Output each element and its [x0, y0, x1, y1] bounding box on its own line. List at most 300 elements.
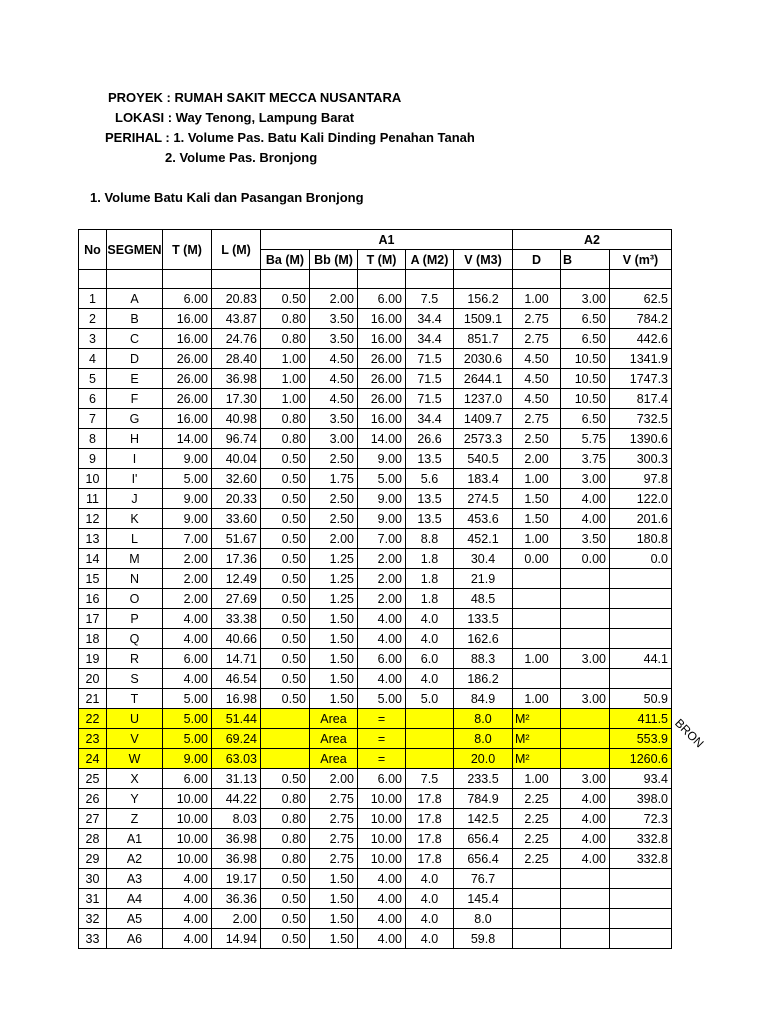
- cell-d: 2.25: [513, 829, 561, 849]
- cell-b: 3.00: [561, 769, 610, 789]
- cell-no: 24: [79, 749, 107, 769]
- cell-t: 2.00: [163, 569, 212, 589]
- cell-segmen: Q: [107, 629, 163, 649]
- cell-v2: 201.6: [610, 509, 672, 529]
- cell-a: 17.8: [406, 809, 454, 829]
- cell-d: [513, 569, 561, 589]
- cell-bb: 2.75: [310, 789, 358, 809]
- cell-v2: [610, 569, 672, 589]
- cell-a: 4.0: [406, 669, 454, 689]
- cell-l: 17.36: [212, 549, 261, 569]
- cell-a: 4.0: [406, 629, 454, 649]
- cell-v: 784.9: [454, 789, 513, 809]
- cell-l: 14.71: [212, 649, 261, 669]
- cell-b: 4.00: [561, 809, 610, 829]
- col-header-l: L (M): [212, 230, 261, 270]
- cell-v2: 1260.6: [610, 749, 672, 769]
- cell-segmen: A5: [107, 909, 163, 929]
- cell-l: 17.30: [212, 389, 261, 409]
- cell-v2: 72.3: [610, 809, 672, 829]
- cell-segmen: L: [107, 529, 163, 549]
- cell-d: 2.50: [513, 429, 561, 449]
- cell-b: 10.50: [561, 389, 610, 409]
- cell-ba: 0.50: [261, 549, 310, 569]
- cell-ba: 0.50: [261, 929, 310, 949]
- col-header-a: A (M2): [406, 250, 454, 270]
- cell-segmen: H: [107, 429, 163, 449]
- cell-d: 1.00: [513, 529, 561, 549]
- cell-t: 6.00: [163, 769, 212, 789]
- cell-t2: 9.00: [358, 509, 406, 529]
- cell-t2: 14.00: [358, 429, 406, 449]
- cell-v: 88.3: [454, 649, 513, 669]
- cell-segmen: B: [107, 309, 163, 329]
- cell-bb: 2.50: [310, 449, 358, 469]
- cell-t2: 2.00: [358, 549, 406, 569]
- group-header-a1: A1: [261, 230, 513, 250]
- cell-ba: 0.80: [261, 409, 310, 429]
- cell-ba: 0.50: [261, 629, 310, 649]
- cell-segmen: V: [107, 729, 163, 749]
- cell-no: 7: [79, 409, 107, 429]
- cell-t: 10.00: [163, 809, 212, 829]
- cell-d: 1.00: [513, 469, 561, 489]
- cell-a: 8.8: [406, 529, 454, 549]
- cell-v: 2573.3: [454, 429, 513, 449]
- table-row: [79, 909, 672, 929]
- cell-a: 34.4: [406, 329, 454, 349]
- cell-b: 3.00: [561, 649, 610, 669]
- cell-segmen: Z: [107, 809, 163, 829]
- cell-ba: 0.80: [261, 849, 310, 869]
- cell-l: 14.94: [212, 929, 261, 949]
- cell-no: 16: [79, 589, 107, 609]
- cell-t2: 4.00: [358, 929, 406, 949]
- cell-v2: [610, 869, 672, 889]
- cell-t2: 6.00: [358, 769, 406, 789]
- cell-a: 6.0: [406, 649, 454, 669]
- cell-b: 4.00: [561, 489, 610, 509]
- cell-segmen: S: [107, 669, 163, 689]
- table-row: [79, 409, 672, 429]
- cell-a: 26.6: [406, 429, 454, 449]
- cell-t: 26.00: [163, 349, 212, 369]
- cell-v2: [610, 929, 672, 949]
- cell-bb: Area: [310, 709, 358, 729]
- cell-t2: 7.00: [358, 529, 406, 549]
- table-row: [79, 749, 672, 769]
- cell-t2: 4.00: [358, 889, 406, 909]
- cell-bb: 2.75: [310, 809, 358, 829]
- cell-t: 2.00: [163, 589, 212, 609]
- cell-v2: [610, 889, 672, 909]
- cell-v2: [610, 669, 672, 689]
- cell-d: [513, 909, 561, 929]
- cell-ba: 0.50: [261, 649, 310, 669]
- cell-d: [513, 669, 561, 689]
- col-header-segmen: SEGMEN: [107, 230, 163, 270]
- cell-v2: 1747.3: [610, 369, 672, 389]
- cell-bb: 1.50: [310, 909, 358, 929]
- cell-ba: 0.80: [261, 429, 310, 449]
- cell-t2: 10.00: [358, 809, 406, 829]
- cell-b: 4.00: [561, 849, 610, 869]
- cell-b: 3.75: [561, 449, 610, 469]
- cell-bb: 3.50: [310, 309, 358, 329]
- cell-v: 851.7: [454, 329, 513, 349]
- cell-l: 33.60: [212, 509, 261, 529]
- cell-d: [513, 929, 561, 949]
- cell-no: 13: [79, 529, 107, 549]
- cell-b: 4.00: [561, 789, 610, 809]
- cell-v2: 553.9: [610, 729, 672, 749]
- cell-bb: 4.50: [310, 349, 358, 369]
- cell-b: 6.50: [561, 409, 610, 429]
- cell-no: 19: [79, 649, 107, 669]
- cell-no: 8: [79, 429, 107, 449]
- cell-v: 656.4: [454, 849, 513, 869]
- cell-bb: 1.50: [310, 669, 358, 689]
- table-row: [79, 349, 672, 369]
- cell-v2: 300.3: [610, 449, 672, 469]
- table-row: [79, 629, 672, 649]
- cell-v2: 97.8: [610, 469, 672, 489]
- cell-v: 186.2: [454, 669, 513, 689]
- table-row: [79, 789, 672, 809]
- cell-v: 1237.0: [454, 389, 513, 409]
- cell-b: 6.50: [561, 309, 610, 329]
- cell-v: 20.0: [454, 749, 513, 769]
- section-title: 1. Volume Batu Kali dan Pasangan Bronjong: [90, 190, 364, 205]
- cell-v2: 784.2: [610, 309, 672, 329]
- table-row: [79, 569, 672, 589]
- cell-v: 8.0: [454, 709, 513, 729]
- cell-t: 16.00: [163, 409, 212, 429]
- cell-no: 9: [79, 449, 107, 469]
- cell-t2: 2.00: [358, 589, 406, 609]
- cell-segmen: A1: [107, 829, 163, 849]
- cell-no: 25: [79, 769, 107, 789]
- cell-t2: 4.00: [358, 909, 406, 929]
- cell-v: 48.5: [454, 589, 513, 609]
- cell-d: M²: [513, 729, 561, 749]
- cell-ba: 1.00: [261, 349, 310, 369]
- cell-t: 26.00: [163, 369, 212, 389]
- cell-a: 4.0: [406, 609, 454, 629]
- cell-t2: 4.00: [358, 629, 406, 649]
- cell-l: 51.67: [212, 529, 261, 549]
- cell-a: 34.4: [406, 409, 454, 429]
- cell-bb: 2.00: [310, 769, 358, 789]
- cell-b: [561, 929, 610, 949]
- subject-line-2: 2. Volume Pas. Bronjong: [165, 150, 318, 165]
- cell-segmen: A4: [107, 889, 163, 909]
- cell-v2: 122.0: [610, 489, 672, 509]
- cell-ba: 0.50: [261, 569, 310, 589]
- cell-v: 2644.1: [454, 369, 513, 389]
- cell-no: 20: [79, 669, 107, 689]
- cell-d: 1.00: [513, 689, 561, 709]
- cell-ba: 0.80: [261, 809, 310, 829]
- cell-no: 32: [79, 909, 107, 929]
- cell-l: 24.76: [212, 329, 261, 349]
- cell-v: 540.5: [454, 449, 513, 469]
- cell-segmen: A: [107, 289, 163, 309]
- cell-bb: 1.25: [310, 589, 358, 609]
- cell-ba: 0.50: [261, 909, 310, 929]
- cell-d: 1.00: [513, 769, 561, 789]
- cell-t: 4.00: [163, 669, 212, 689]
- cell-l: 16.98: [212, 689, 261, 709]
- cell-t: 7.00: [163, 529, 212, 549]
- cell-v2: 44.1: [610, 649, 672, 669]
- cell-l: 69.24: [212, 729, 261, 749]
- cell-v2: [610, 609, 672, 629]
- cell-bb: 3.00: [310, 429, 358, 449]
- cell-a: 34.4: [406, 309, 454, 329]
- table-row: [79, 489, 672, 509]
- cell-no: 12: [79, 509, 107, 529]
- cell-l: 20.83: [212, 289, 261, 309]
- cell-t: 10.00: [163, 829, 212, 849]
- col-header-v: V (M3): [454, 250, 513, 270]
- cell-t: 4.00: [163, 909, 212, 929]
- cell-l: 36.98: [212, 369, 261, 389]
- cell-bb: 2.75: [310, 849, 358, 869]
- cell-l: 28.40: [212, 349, 261, 369]
- location-line: LOKASI : Way Tenong, Lampung Barat: [115, 110, 355, 125]
- table-row: [79, 429, 672, 449]
- group-header-a2: A2: [513, 230, 672, 250]
- cell-v: 142.5: [454, 809, 513, 829]
- cell-b: [561, 589, 610, 609]
- cell-t2: 16.00: [358, 409, 406, 429]
- cell-no: 27: [79, 809, 107, 829]
- cell-b: [561, 569, 610, 589]
- cell-no: 17: [79, 609, 107, 629]
- cell-t2: 4.00: [358, 869, 406, 889]
- cell-v2: 732.5: [610, 409, 672, 429]
- cell-ba: 0.50: [261, 889, 310, 909]
- cell-bb: 1.50: [310, 689, 358, 709]
- cell-d: 2.25: [513, 789, 561, 809]
- cell-no: 11: [79, 489, 107, 509]
- cell-a: 4.0: [406, 869, 454, 889]
- cell-no: 2: [79, 309, 107, 329]
- cell-b: [561, 709, 610, 729]
- cell-ba: 1.00: [261, 389, 310, 409]
- cell-segmen: N: [107, 569, 163, 589]
- cell-no: 4: [79, 349, 107, 369]
- cell-l: 44.22: [212, 789, 261, 809]
- cell-d: 1.50: [513, 509, 561, 529]
- cell-ba: 0.80: [261, 329, 310, 349]
- cell-bb: 1.50: [310, 609, 358, 629]
- cell-v: 59.8: [454, 929, 513, 949]
- col-header-v2: V (m³): [610, 250, 672, 270]
- cell-v: 183.4: [454, 469, 513, 489]
- cell-b: 6.50: [561, 329, 610, 349]
- cell-l: 12.49: [212, 569, 261, 589]
- cell-v2: [610, 589, 672, 609]
- cell-v2: 1390.6: [610, 429, 672, 449]
- cell-a: 1.8: [406, 589, 454, 609]
- cell-segmen: R: [107, 649, 163, 669]
- cell-ba: 0.50: [261, 509, 310, 529]
- cell-bb: 2.00: [310, 289, 358, 309]
- cell-b: [561, 669, 610, 689]
- table-row: [79, 929, 672, 949]
- cell-segmen: X: [107, 769, 163, 789]
- cell-ba: [261, 749, 310, 769]
- cell-t2: =: [358, 729, 406, 749]
- cell-b: [561, 629, 610, 649]
- cell-t2: 6.00: [358, 649, 406, 669]
- table-row: [79, 389, 672, 409]
- cell-t: 4.00: [163, 869, 212, 889]
- col-header-d: D: [513, 250, 561, 270]
- cell-no: 14: [79, 549, 107, 569]
- cell-ba: 0.50: [261, 489, 310, 509]
- cell-v2: 62.5: [610, 289, 672, 309]
- cell-ba: 0.50: [261, 449, 310, 469]
- cell-segmen: Y: [107, 789, 163, 809]
- cell-d: M²: [513, 709, 561, 729]
- cell-l: 19.17: [212, 869, 261, 889]
- cell-v: 156.2: [454, 289, 513, 309]
- cell-t2: =: [358, 749, 406, 769]
- cell-v2: 93.4: [610, 769, 672, 789]
- cell-ba: 0.50: [261, 589, 310, 609]
- cell-t: 14.00: [163, 429, 212, 449]
- cell-v2: [610, 909, 672, 929]
- cell-segmen: E: [107, 369, 163, 389]
- cell-no: 29: [79, 849, 107, 869]
- cell-d: 2.75: [513, 309, 561, 329]
- table-row: [79, 609, 672, 629]
- cell-v2: 398.0: [610, 789, 672, 809]
- cell-d: M²: [513, 749, 561, 769]
- cell-t2: 10.00: [358, 829, 406, 849]
- cell-no: 28: [79, 829, 107, 849]
- cell-ba: 1.00: [261, 369, 310, 389]
- table-row: [79, 329, 672, 349]
- cell-t2: 10.00: [358, 849, 406, 869]
- cell-bb: 1.50: [310, 929, 358, 949]
- cell-segmen: U: [107, 709, 163, 729]
- cell-v: 1409.7: [454, 409, 513, 429]
- cell-segmen: M: [107, 549, 163, 569]
- col-header-t2: T (M): [358, 250, 406, 270]
- cell-a: 17.8: [406, 789, 454, 809]
- cell-b: 3.00: [561, 289, 610, 309]
- cell-segmen: G: [107, 409, 163, 429]
- cell-v: 8.0: [454, 909, 513, 929]
- cell-t2: 4.00: [358, 609, 406, 629]
- cell-b: 3.50: [561, 529, 610, 549]
- cell-l: 20.33: [212, 489, 261, 509]
- cell-t: 5.00: [163, 729, 212, 749]
- cell-bb: 1.50: [310, 869, 358, 889]
- cell-no: 1: [79, 289, 107, 309]
- cell-t: 4.00: [163, 609, 212, 629]
- cell-l: 36.98: [212, 849, 261, 869]
- table-row: [79, 549, 672, 569]
- spacer-row: [79, 270, 672, 289]
- cell-b: 0.00: [561, 549, 610, 569]
- cell-b: 10.50: [561, 349, 610, 369]
- cell-no: 10: [79, 469, 107, 489]
- cell-no: 21: [79, 689, 107, 709]
- cell-t2: 10.00: [358, 789, 406, 809]
- cell-ba: 0.50: [261, 469, 310, 489]
- cell-d: 1.00: [513, 289, 561, 309]
- cell-t2: 2.00: [358, 569, 406, 589]
- cell-v: 8.0: [454, 729, 513, 749]
- cell-bb: 1.25: [310, 549, 358, 569]
- cell-no: 22: [79, 709, 107, 729]
- cell-a: 17.8: [406, 849, 454, 869]
- cell-bb: 2.00: [310, 529, 358, 549]
- cell-bb: 2.50: [310, 489, 358, 509]
- cell-l: 8.03: [212, 809, 261, 829]
- cell-ba: [261, 729, 310, 749]
- cell-a: 1.8: [406, 549, 454, 569]
- cell-a: 13.5: [406, 489, 454, 509]
- table-row: [79, 849, 672, 869]
- cell-segmen: A3: [107, 869, 163, 889]
- cell-d: 2.00: [513, 449, 561, 469]
- cell-no: 30: [79, 869, 107, 889]
- cell-a: 4.0: [406, 909, 454, 929]
- table-row: [79, 449, 672, 469]
- cell-v: 452.1: [454, 529, 513, 549]
- cell-bb: 1.50: [310, 629, 358, 649]
- cell-d: [513, 629, 561, 649]
- cell-no: 3: [79, 329, 107, 349]
- cell-ba: 0.50: [261, 689, 310, 709]
- cell-segmen: A2: [107, 849, 163, 869]
- cell-a: 7.5: [406, 769, 454, 789]
- cell-bb: 2.50: [310, 509, 358, 529]
- cell-l: 31.13: [212, 769, 261, 789]
- cell-t: 2.00: [163, 549, 212, 569]
- cell-d: [513, 869, 561, 889]
- cell-v: 2030.6: [454, 349, 513, 369]
- cell-v2: 442.6: [610, 329, 672, 349]
- table-row: [79, 869, 672, 889]
- cell-bb: 3.50: [310, 409, 358, 429]
- cell-bb: 1.50: [310, 889, 358, 909]
- subject-line-1: PERIHAL : 1. Volume Pas. Batu Kali Dinding Penahan Tanah: [105, 130, 475, 145]
- cell-t: 6.00: [163, 289, 212, 309]
- table-row: [79, 829, 672, 849]
- table-row: [79, 289, 672, 309]
- cell-b: 4.00: [561, 509, 610, 529]
- cell-t2: 9.00: [358, 489, 406, 509]
- cell-t: 26.00: [163, 389, 212, 409]
- cell-no: 33: [79, 929, 107, 949]
- cell-a: 1.8: [406, 569, 454, 589]
- cell-bb: 3.50: [310, 329, 358, 349]
- cell-t2: =: [358, 709, 406, 729]
- table-row: [79, 369, 672, 389]
- cell-d: 4.50: [513, 369, 561, 389]
- cell-bb: 1.75: [310, 469, 358, 489]
- cell-l: 33.38: [212, 609, 261, 629]
- cell-bb: Area: [310, 729, 358, 749]
- col-header-ba: Ba (M): [261, 250, 310, 270]
